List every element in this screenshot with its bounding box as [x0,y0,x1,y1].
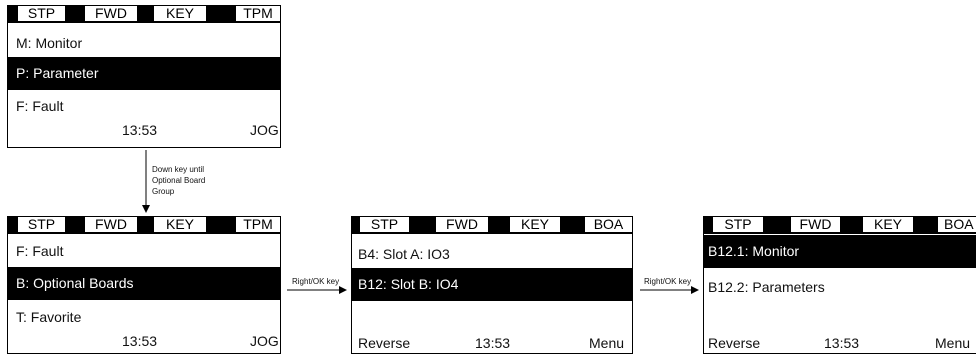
status-tab-stp: STP [18,217,65,232]
status-tab-stp: STP [713,217,763,232]
status-tab-tpm: TPM [236,6,280,21]
status-bar [704,217,976,234]
menu-softkey[interactable]: Menu [935,335,971,351]
clock-time: 13:53 [122,333,158,349]
status-tab-fwd: FWD [436,217,488,232]
status-tab-boa: BOA [585,217,632,232]
jog-label: JOG [250,122,279,138]
menu-item-monitor[interactable]: M: Monitor [16,35,83,51]
down-arrow-label-line: Optional Board [152,176,206,185]
status-tab-key: KEY [510,217,560,232]
status-tab-fwd: FWD [85,6,137,21]
menu-item-fault[interactable]: F: Fault [16,98,64,114]
display-panel-bottom-left [7,216,281,354]
clock-time: 13:53 [122,122,158,138]
display-panel-bottom-middle [351,216,633,354]
menu-item-favorite[interactable]: T: Favorite [16,309,82,325]
status-bar [8,6,280,23]
right-arrow-1-label: Right/OK key [292,277,340,286]
down-arrow-label-line: Group [152,187,175,196]
display-panel-top [7,5,281,148]
status-tab-stp: STP [18,6,65,21]
status-tab-tpm: TPM [236,217,280,232]
display-panel-bottom-right [703,216,976,354]
status-tab-fwd: FWD [85,217,137,232]
status-bar [352,217,632,234]
reverse-softkey[interactable]: Reverse [708,335,761,351]
clock-time: 13:53 [824,335,860,351]
down-arrow-label [152,164,205,197]
status-tab-key: KEY [154,6,206,21]
reverse-softkey[interactable]: Reverse [358,335,411,351]
menu-item-fault[interactable]: F: Fault [16,243,64,259]
jog-label: JOG [250,333,279,349]
menu-softkey[interactable]: Menu [589,335,625,351]
menu-item-b12-monitor[interactable]: B12.1: Monitor [704,235,976,268]
menu-item-parameter[interactable]: P: Parameter [8,57,280,90]
menu-item-slot-b[interactable]: B12: Slot B: IO4 [352,268,632,301]
menu-item-b12-parameters[interactable]: B12.2: Parameters [708,279,825,295]
status-tab-boa: BOA [938,217,976,232]
status-tab-key: KEY [154,217,206,232]
status-bar [8,217,280,234]
status-tab-fwd: FWD [791,217,840,232]
right-arrow-2-label: Right/OK key [644,277,692,286]
menu-item-optional-boards[interactable]: B: Optional Boards [8,267,280,300]
down-arrow-label-line: Down key until [152,165,205,174]
clock-time: 13:53 [475,335,511,351]
menu-item-slot-a[interactable]: B4: Slot A: IO3 [358,246,450,262]
status-tab-key: KEY [863,217,913,232]
status-tab-stp: STP [360,217,409,232]
